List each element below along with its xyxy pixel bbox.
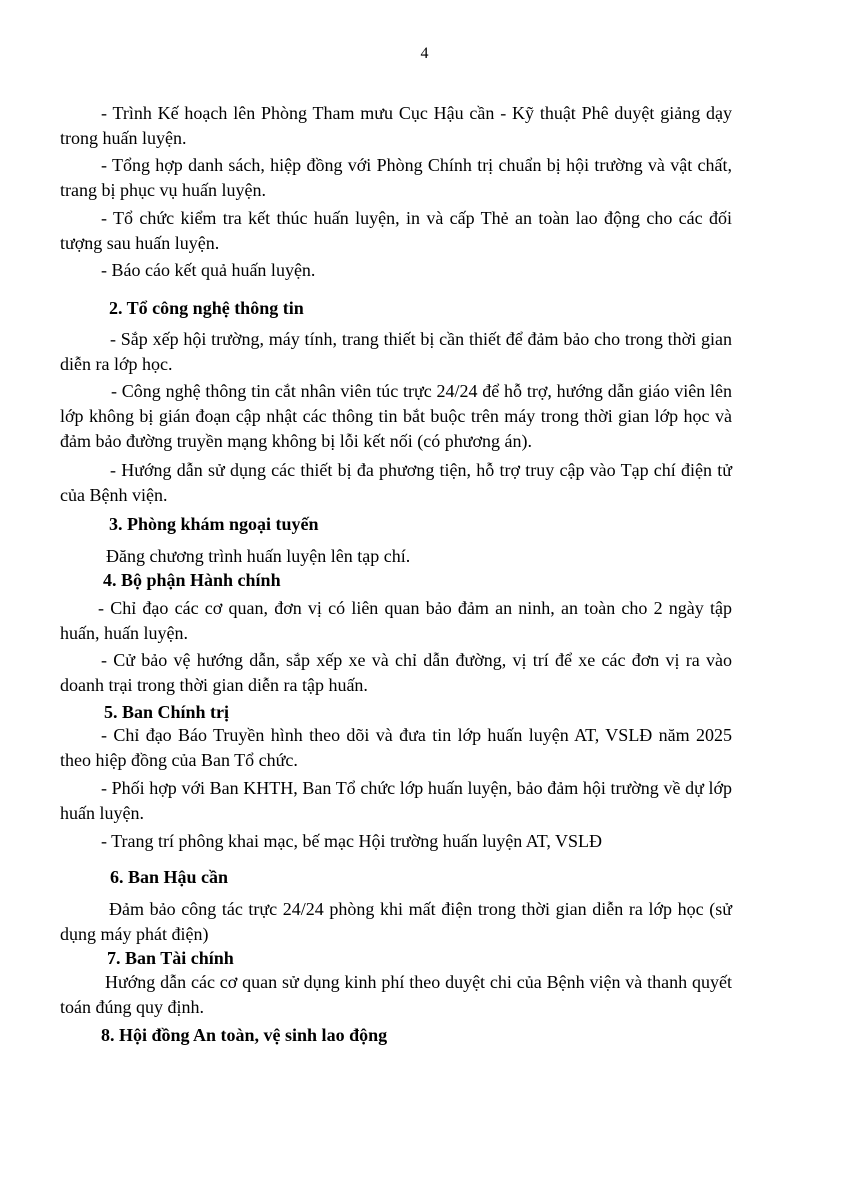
section-heading: 2. Tổ công nghệ thông tin [109, 298, 304, 318]
paragraph: - Trình Kế hoạch lên Phòng Tham mưu Cục Hậu cần - Kỹ thuật Phê duyệt giảng dạy trong huấn luyện. [60, 103, 732, 148]
paragraph: - Chỉ đạo các cơ quan, đơn vị có liên quan bảo đảm an ninh, an toàn cho 2 ngày tập huấn, huấn luyện. [60, 598, 732, 643]
paragraph: - Cử bảo vệ hướng dẫn, sắp xếp xe và chỉ dẫn đường, vị trí để xe các đơn vị ra vào doanh trại trong thời gian diễn ra tập huấn. [60, 650, 732, 695]
paragraph: - Sắp xếp hội trường, máy tính, trang thiết bị cần thiết để đảm bảo cho trong thời gian diễn ra lớp học. [60, 329, 732, 374]
section-heading: 6. Ban Hậu cần [110, 867, 229, 887]
paragraph: - Trang trí phông khai mạc, bế mạc Hội trường huấn luyện AT, VSLĐ [101, 831, 603, 851]
section-heading: 3. Phòng khám ngoại tuyến [109, 514, 319, 534]
paragraph: Đảm bảo công tác trực 24/24 phòng khi mất điện trong thời gian diễn ra lớp học (sử dụng máy phát điện) [60, 899, 732, 944]
section-heading: 8. Hội đồng An toàn, vệ sinh lao động [101, 1025, 388, 1045]
paragraph: Hướng dẫn các cơ quan sử dụng kinh phí theo duyệt chi của Bệnh viện và thanh quyết toán đúng quy định. [60, 972, 732, 1017]
page-number: 4 [420, 45, 429, 62]
section-heading: 4. Bộ phận Hành chính [103, 570, 281, 590]
section-heading: 7. Ban Tài chính [107, 948, 234, 968]
paragraph: - Chỉ đạo Báo Truyền hình theo dõi và đưa tin lớp huấn luyện AT, VSLĐ năm 2025 theo hiệp đồng của Ban Tổ chức. [60, 725, 732, 770]
paragraph: - Báo cáo kết quả huấn luyện. [101, 260, 316, 280]
paragraph: - Hướng dẫn sử dụng các thiết bị đa phương tiện, hỗ trợ truy cập vào Tạp chí điện tử của Bệnh viện. [60, 460, 732, 505]
paragraph: - Tổng hợp danh sách, hiệp đồng với Phòng Chính trị chuẩn bị hội trường và vật chất, trang bị phục vụ huấn luyện. [60, 155, 732, 200]
section-heading: 5. Ban Chính trị [104, 702, 230, 722]
paragraph: - Công nghệ thông tin cắt nhân viên túc trực 24/24 để hỗ trợ, hướng dẫn giáo viên lên lớp không bị gián đoạn cập nhật các thông tin bắt buộc trên máy trong thời gian lớp học và đảm bảo đường truyền mạng không bị lỗi kết nối (có phương án). [60, 381, 732, 451]
paragraph: - Tổ chức kiểm tra kết thúc huấn luyện, in và cấp Thẻ an toàn lao động cho các đối tượng sau huấn luyện. [60, 208, 732, 253]
paragraph: - Phối hợp với Ban KHTH, Ban Tổ chức lớp huấn luyện, bảo đảm hội trường về dự lớp huấn luyện. [60, 778, 732, 823]
paragraph: Đăng chương trình huấn luyện lên tạp chí. [106, 546, 411, 566]
